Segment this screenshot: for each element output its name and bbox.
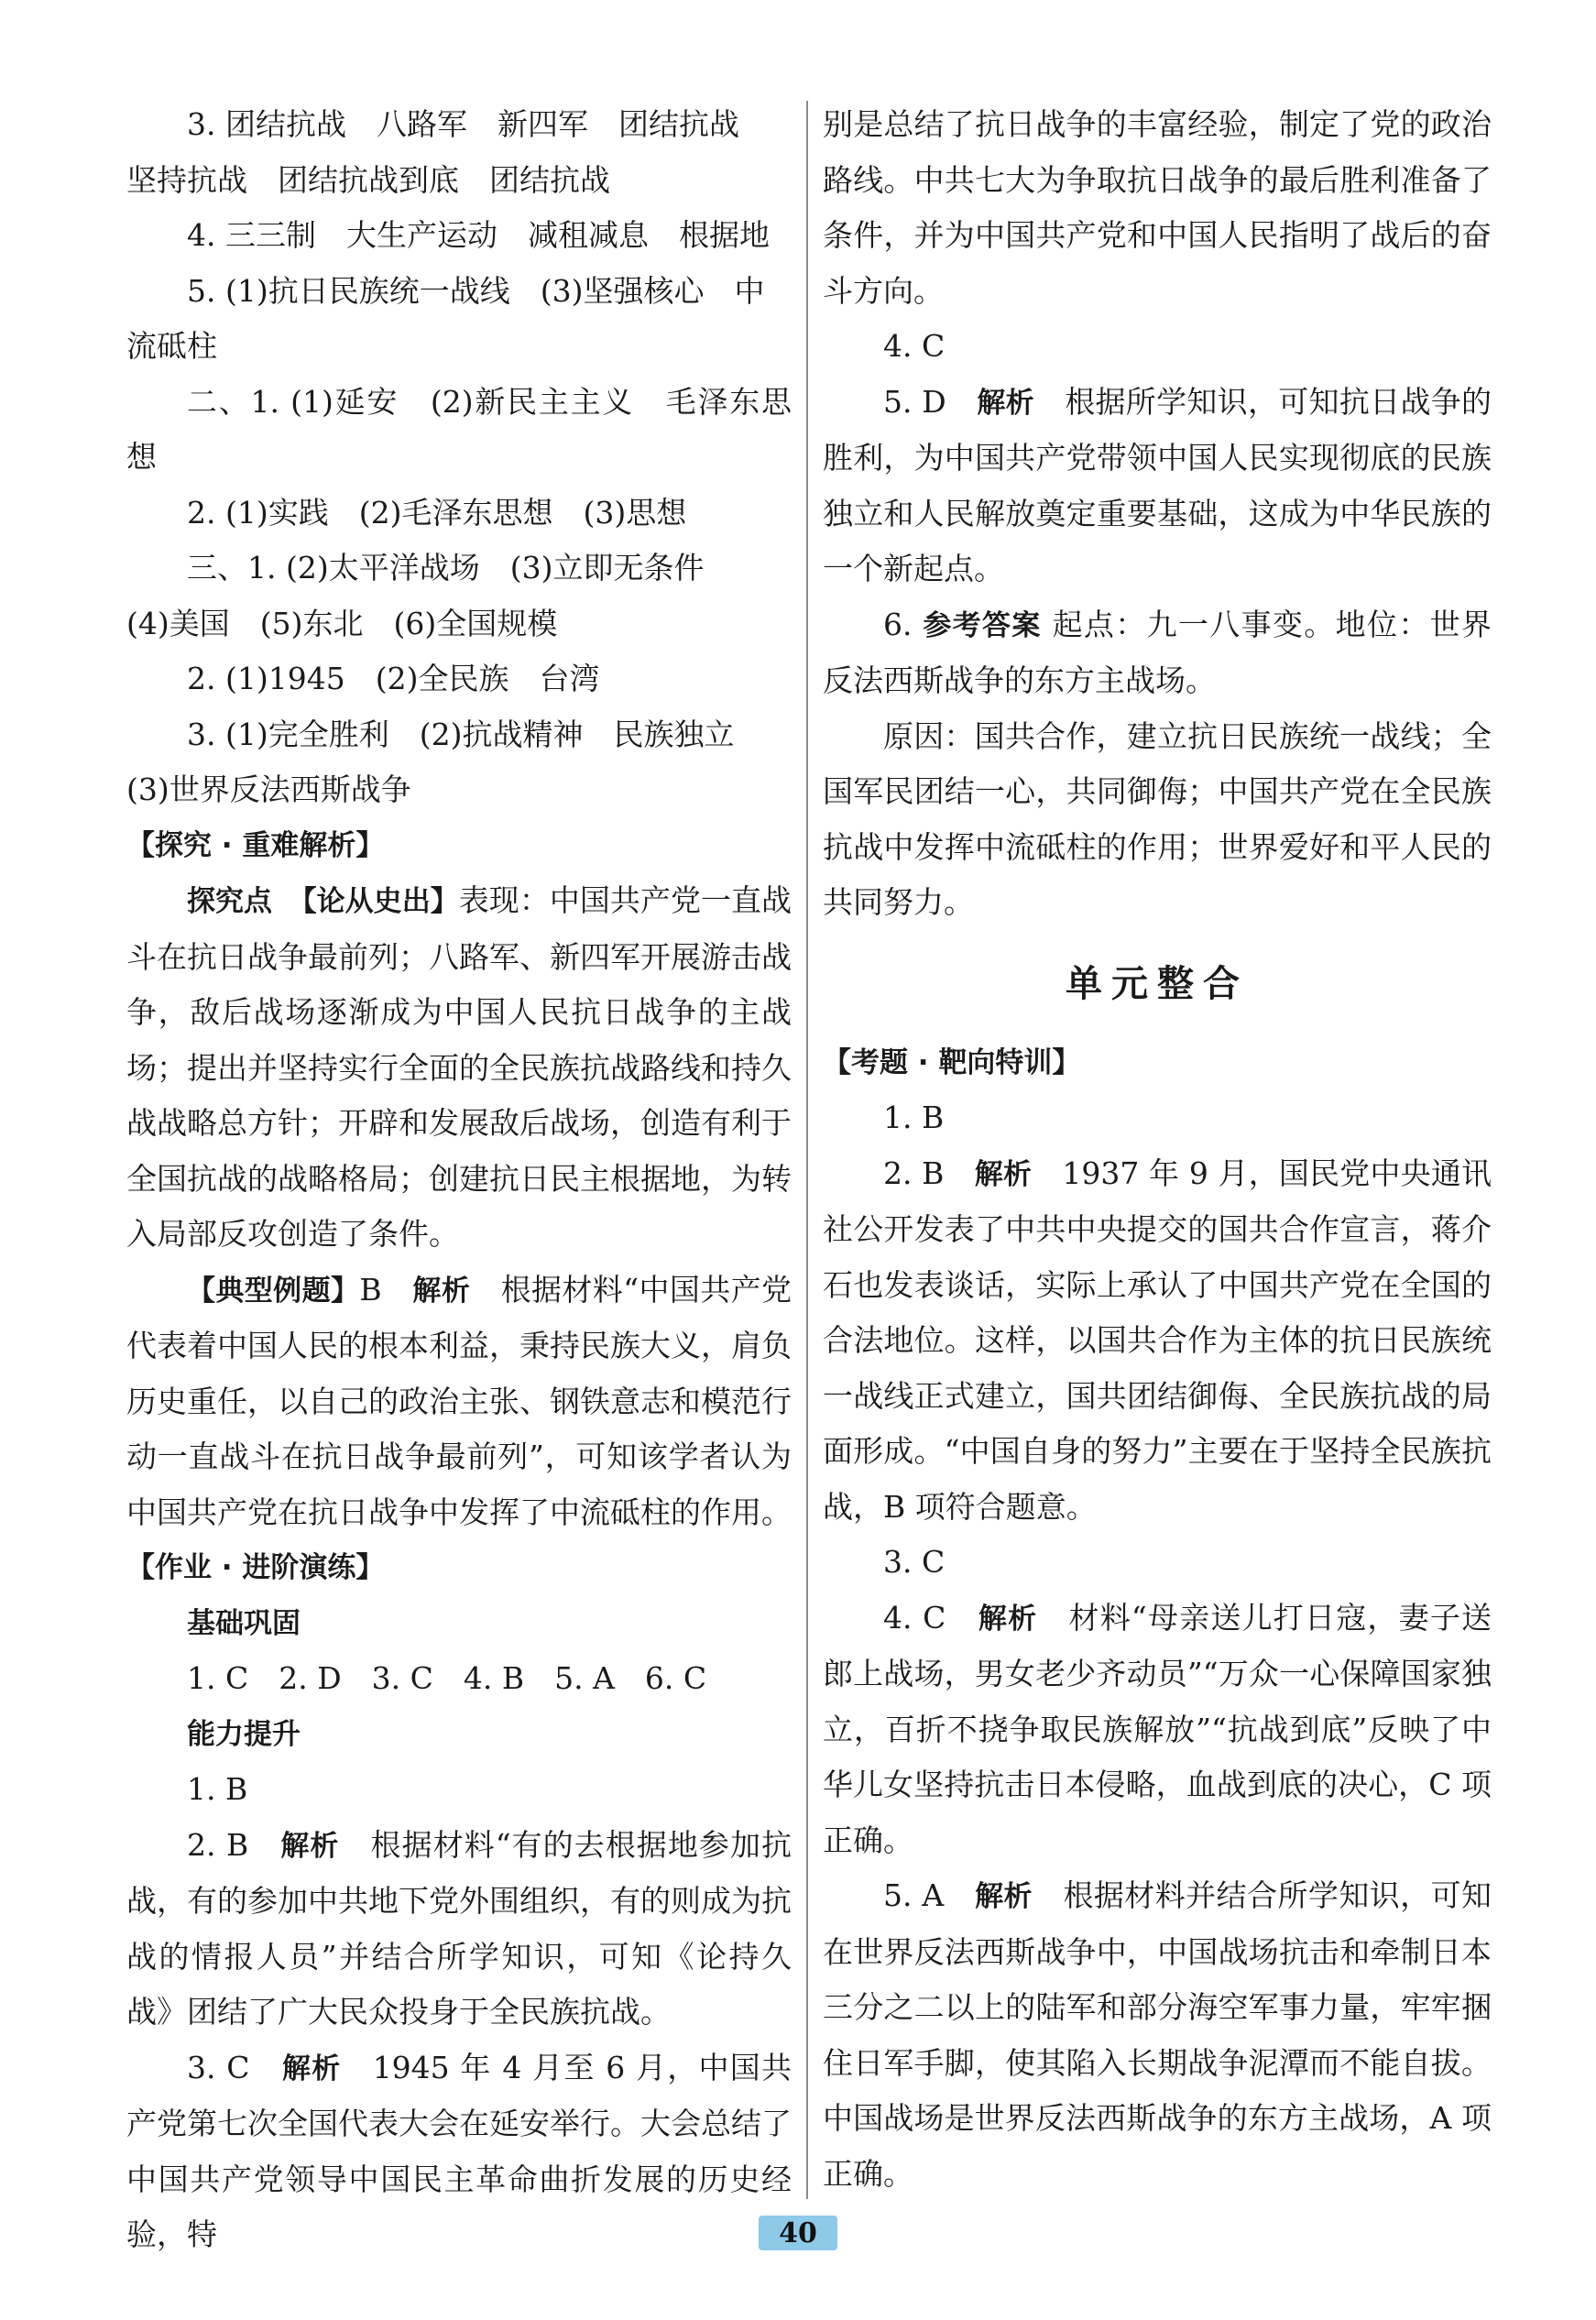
answer-paragraph — [823, 597, 1492, 709]
jiexi-label: 解析 — [281, 2052, 342, 2085]
answer-text: 1945 年 4 月至 6 月，中国共产党第七次全国代表大会在延安举行。大会总结了中国共产党领导中国民主革命曲折发展的历史经验，特 — [126, 2049, 792, 2252]
answer-line: 2. (1)1945 (2)全民族 台湾 — [187, 661, 600, 696]
section-heading-exam: 【考题 · 靶向特训】 — [823, 1045, 1081, 1079]
answer-number: 4. C — [883, 1599, 946, 1636]
explore-text: 表现：中国共产党一直战斗在抗日战争最前列；八路军、新四军开展游击战争，敌后战场逐渐成为中国人民抗日战争的主战场；提出并坚持实行全面的全民族抗战路线和持久战战略总方针；开辟和发展敌后战场，创造有利于全国抗战的战略格局；创建抗日民主根据地，为转入局部反攻创造了条件。 — [126, 882, 793, 1252]
answer-line: 二、1. (1)延安 (2)新民主主义 毛泽东思想 — [126, 383, 792, 475]
jiexi-label: 解析 — [974, 1157, 1033, 1191]
answer-line: (4)美国 (5)东北 (6)全国规模 — [126, 605, 558, 641]
answer-line: 流砥柱 — [126, 328, 217, 364]
answer-line: 1. B — [883, 1100, 945, 1135]
jiexi-label: 解析 — [978, 1602, 1038, 1636]
unit-title: 单元整合 — [1066, 961, 1249, 1005]
answer-number: 6. — [883, 606, 913, 642]
explore-sublabel: 【论从史出】 — [302, 885, 459, 918]
answer-paragraph — [126, 1818, 792, 2041]
page-number-badge — [759, 2216, 837, 2250]
reason-paragraph: 原因：国共合作，建立抗日民族统一战线；全国军民团结一心，共同御侮；中国共产党在全民族抗战中发挥中流砥柱的作用；世界爱好和平人民的共同努力。 — [823, 717, 1492, 920]
answer-line: 3. (1)完全胜利 (2)抗战精神 民族独立 — [187, 716, 735, 752]
answer-paragraph — [823, 1868, 1492, 2202]
page-number: 40 — [779, 2216, 817, 2249]
jiexi-label: 解析 — [975, 1880, 1033, 1913]
right-column — [823, 97, 1492, 2202]
ability-heading: 能力提升 — [187, 1717, 301, 1751]
answer-text: 根据材料“有的去根据地参加抗战，有的参加中共地下党外围组织，有的则成为抗战的情报人员”并结合所学知识，可知《论持久战》团结了广大民众投身于全民族抗战。 — [126, 1826, 792, 2030]
answer-line: 3. C — [883, 1544, 946, 1580]
basic-answers: 1. C 2. D 3. C 4. B 5. A 6. C — [187, 1660, 707, 1696]
answer-text: 材料“母亲送儿打日寇，妻子送郎上战场，男女老少齐动员”“万众一心保障国家独立，百折不挠争取民族解放”“抗战到底”反映了中华儿女坚持抗击日本侵略，血战到底的决心，C 项正确。 — [823, 1599, 1492, 1858]
example-jiexi: 解析 — [412, 1274, 471, 1308]
answer-line: 5. (1)抗日民族统一战线 (3)坚强核心 中 — [187, 272, 765, 309]
explore-label: 探究点 — [187, 885, 273, 918]
answer-number: 5. A — [883, 1877, 945, 1913]
reference-answer-label: 参考答案 — [923, 608, 1042, 642]
jiexi-label: 解析 — [977, 386, 1034, 420]
answer-text: 1937 年 9 月，国民党中央通讯社公开发表了中共中央提交的国共合作宣言，蒋介石也发表谈话，实际上承认了中国共产党在全国的合法地位。这样，以国共合作为主体的抗日民族统一战线正式建立，国共团结御侮、全民族抗战的局面形成。“中国自身的努力”主要在于坚持全民族抗战，B 项符合题意。 — [823, 1155, 1492, 1525]
basic-heading: 基础巩固 — [187, 1606, 301, 1640]
answer-text: 根据所学知识，可知抗日战争的胜利，为中国共产党带领中国人民实现彻底的民族独立和人民解放奠定重要基础，这成为中华民族的一个新起点。 — [823, 383, 1492, 586]
section-heading-explore: 【探究 · 重难解析】 — [126, 828, 385, 862]
answer-line: (3)世界反法西斯战争 — [126, 772, 411, 807]
answer-paragraph — [823, 375, 1492, 597]
answer-paragraph — [126, 2041, 792, 2263]
section-heading-homework: 【作业 · 进阶演练】 — [126, 1551, 385, 1584]
example-label: 【典型例题】 — [187, 1274, 360, 1308]
answer-text: 起点：九一八事变。地位：世界反法西斯战争的东方主战场。 — [823, 606, 1492, 698]
answer-line: 1. B — [187, 1771, 248, 1807]
example-text: 根据材料“中国共产党代表着中国人民的根本利益，秉持民族大义，肩负历史重任，以自己的政治主张、钢铁意志和模范行动一直战斗在抗日战争最前列”，可知该学者认为中国共产党在抗日战争中发挥了中流砥柱的作用。 — [126, 1271, 793, 1530]
answer-line: 2. (1)实践 (2)毛泽东思想 (3)思想 — [187, 494, 687, 531]
answer-number: 3. C — [187, 2049, 250, 2085]
answer-line: 4. C — [883, 328, 946, 364]
example-answer: B — [359, 1271, 382, 1308]
answer-line: 坚持抗战 团结抗战到底 团结抗战 — [126, 161, 610, 198]
continued-paragraph: 别是总结了抗日战争的丰富经验，制定了党的政治路线。中共七大为争取抗日战争的最后胜利准备了条件，并为中国共产党和中国人民指明了战后的奋斗方向。 — [823, 106, 1492, 309]
answer-line: 3. 团结抗战 八路军 新四军 团结抗战 — [187, 106, 739, 142]
left-column — [126, 97, 792, 2263]
answer-line: 4. 三三制 大生产运动 减租减息 根据地 — [187, 217, 770, 253]
answer-number: 2. B — [187, 1826, 249, 1863]
answer-paragraph — [823, 1591, 1492, 1869]
answer-line: 三、1. (2)太平洋战场 (3)立即无条件 — [187, 550, 705, 585]
answer-number: 5. D — [883, 383, 946, 420]
answer-text: 根据材料并结合所学知识，可知在世界反法西斯战争中，中国战场抗击和牵制日本三分之二以上的陆军和部分海空军事力量，牢牢捆住日军手脚，使其陷入长期战争泥潭而不能自拔。中国战场是世界反法西斯战争的东方主战场，A 项正确。 — [823, 1877, 1492, 2192]
explore-paragraph — [126, 873, 792, 1263]
answer-paragraph — [823, 1146, 1492, 1536]
example-paragraph — [126, 1263, 792, 1541]
jiexi-label: 解析 — [280, 1829, 340, 1863]
column-divider — [806, 101, 808, 2199]
answer-number: 2. B — [883, 1155, 945, 1191]
